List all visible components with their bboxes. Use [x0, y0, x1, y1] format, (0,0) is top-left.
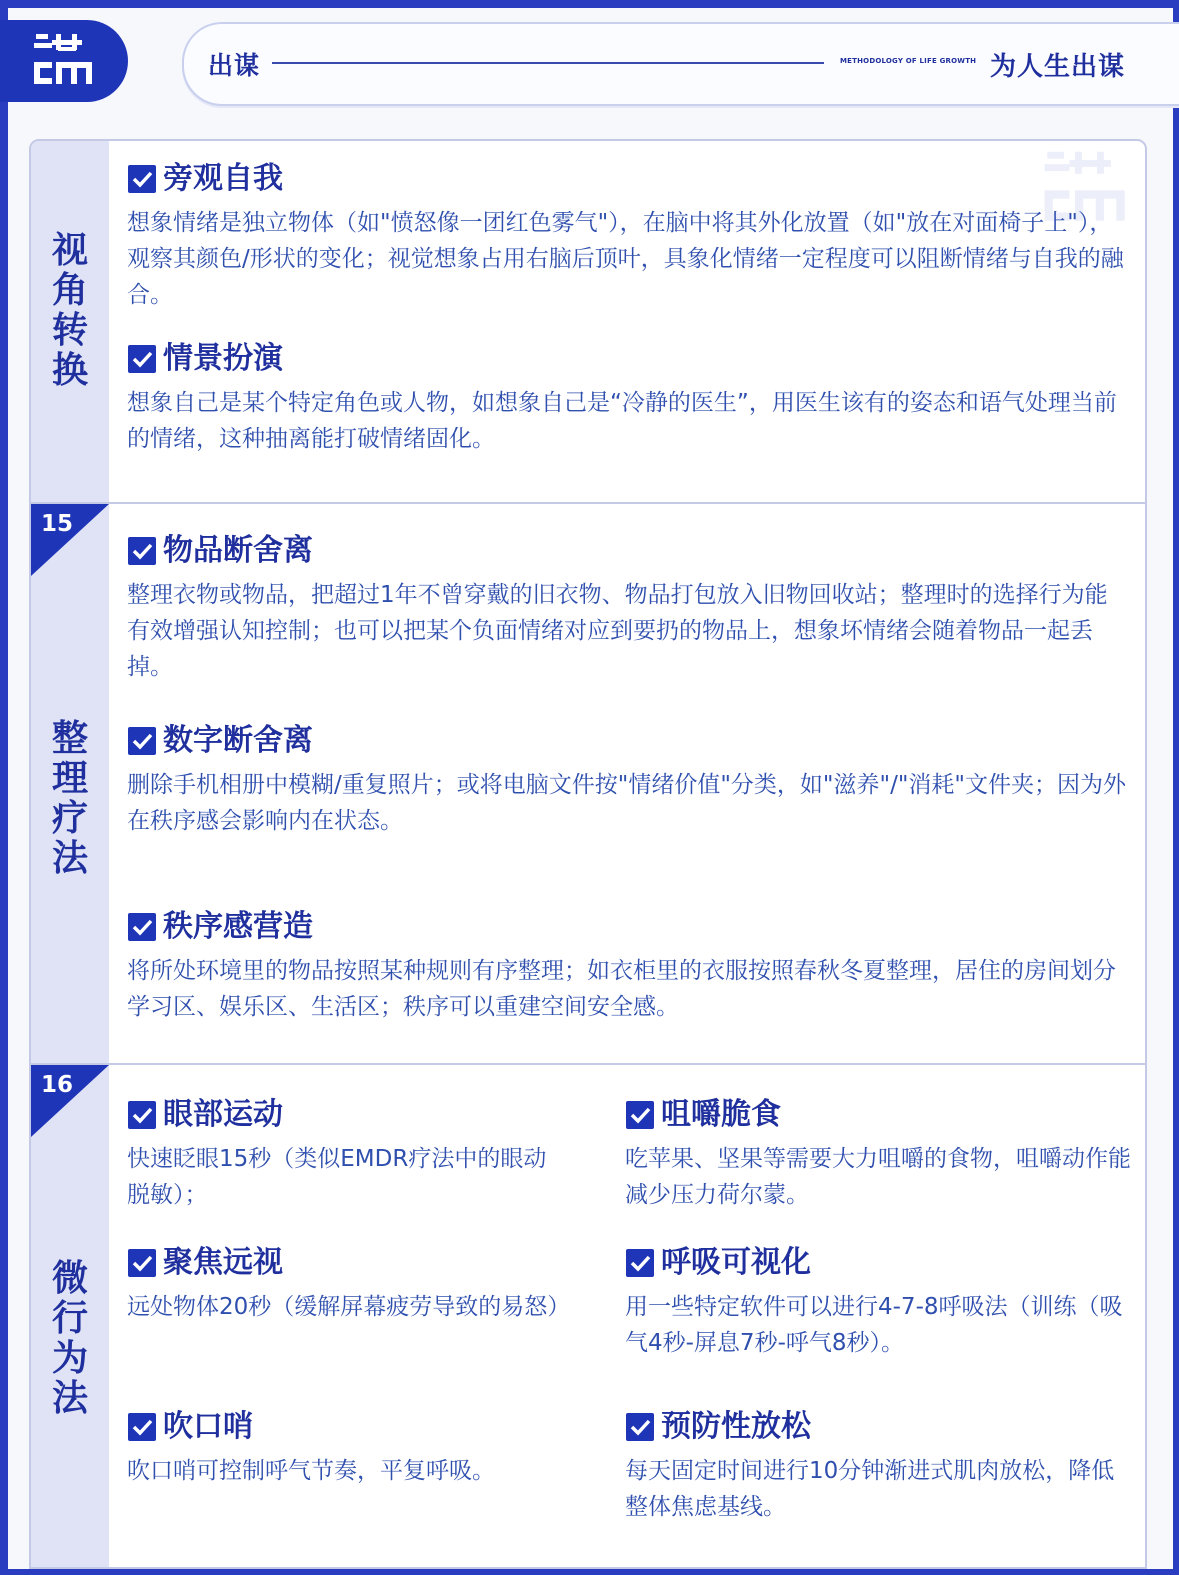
label-char: 角: [51, 270, 88, 311]
label-char: 行: [51, 1298, 88, 1339]
label-char: 为: [51, 1338, 88, 1379]
label-char: 疗: [51, 798, 88, 839]
item-declutter-digital: [127, 723, 1127, 839]
item-title: 预防性放松: [661, 1409, 811, 1444]
header-divider: [272, 62, 824, 64]
item-eye-movement: [127, 1097, 567, 1213]
checkbox-checked-icon: [127, 912, 157, 942]
checkbox-checked-icon: [625, 1412, 655, 1442]
label-char: 法: [51, 1378, 88, 1419]
section-number: 16: [41, 1072, 74, 1098]
label-char: 转: [51, 310, 88, 351]
item-description: 想象情绪是独立物体（如"愤怒像一团红色雾气"），在脑中将其外化放置（如"放在对面椅子上"），观察其颜色/形状的变化；视觉想象占用右脑后顶叶，具象化情绪一定程度可以阻断情绪与自我的融合。: [127, 210, 1124, 308]
item-description: 将所处环境里的物品按照某种规则有序整理；如衣柜里的衣服按照春秋冬夏整理，居住的房间划分学习区、娱乐区、生活区；秩序可以重建空间安全感。: [127, 958, 1116, 1020]
label-char: 理: [51, 758, 88, 799]
item-description: 想象自己是某个特定角色或人物，如想象自己是“冷静的医生”，用医生该有的姿态和语气处理当前的情绪，这种抽离能打破情绪固化。: [127, 390, 1117, 452]
item-breath-visualization: [625, 1245, 1135, 1361]
checkbox-checked-icon: [625, 1248, 655, 1278]
section-label-organize: [31, 719, 109, 879]
item-title: 物品断舍离: [163, 533, 313, 568]
item-title: 吹口哨: [163, 1409, 253, 1444]
brand-logo: [0, 20, 128, 102]
label-char: 整: [51, 718, 88, 759]
section-divider: [31, 502, 1145, 504]
section-label-perspective: [31, 231, 109, 391]
checkbox-checked-icon: [127, 1248, 157, 1278]
checkbox-checked-icon: [127, 164, 157, 194]
label-char: 换: [51, 350, 88, 391]
item-title: 情景扮演: [163, 341, 283, 376]
item-role-play: [127, 341, 1127, 457]
item-title: 数字断舍离: [163, 723, 313, 758]
checkbox-checked-icon: [625, 1100, 655, 1130]
label-char: 视: [51, 230, 88, 271]
item-title: 旁观自我: [163, 161, 283, 196]
checkbox-checked-icon: [127, 726, 157, 756]
logo-icon: [32, 32, 96, 90]
label-char: 微: [51, 1258, 88, 1299]
item-description: 远处物体20秒（缓解屏幕疲劳导致的易怒）: [127, 1294, 571, 1320]
item-title: 咀嚼脆食: [661, 1097, 781, 1132]
checkbox-checked-icon: [127, 344, 157, 374]
brand-slogan: 为人生出谋: [990, 52, 1126, 82]
item-distant-focus: [127, 1245, 571, 1325]
section-number: 15: [41, 511, 74, 537]
item-description: 每天固定时间进行10分钟渐进式肌肉放松，降低整体焦虑基线。: [625, 1458, 1115, 1520]
checkbox-checked-icon: [127, 1412, 157, 1442]
content-card: [29, 139, 1147, 1569]
section-label-micro-behavior: [31, 1259, 109, 1419]
item-observe-self: [127, 161, 1127, 313]
label-char: 法: [51, 838, 88, 879]
item-crunchy-food: [625, 1097, 1135, 1213]
item-preventive-relax: [625, 1409, 1135, 1525]
brand-name-left: 出谋: [208, 51, 261, 80]
item-declutter-objects: [127, 533, 1127, 685]
item-order-building: [127, 909, 1127, 1025]
item-description: 整理衣物或物品，把超过1年不曾穿戴的旧衣物、物品打包放入旧物回收站；整理时的选择行为能有效增强认知控制；也可以把某个负面情绪对应到要扔的物品上，想象坏情绪会随着物品一起丢掉。: [127, 582, 1108, 680]
item-whistle: [127, 1409, 567, 1489]
item-description: 吃苹果、坚果等需要大力咀嚼的食物，咀嚼动作能减少压力荷尔蒙。: [625, 1146, 1131, 1208]
brand-tagline-en: METHODOLOGY OF LIFE GROWTH: [840, 57, 977, 65]
item-title: 聚焦远视: [163, 1245, 283, 1280]
item-title: 眼部运动: [163, 1097, 283, 1132]
item-description: 吹口哨可控制呼气节奏，平复呼吸。: [127, 1458, 495, 1484]
item-title: 呼吸可视化: [661, 1245, 811, 1280]
item-description: 用一些特定软件可以进行4-7-8呼吸法（训练（吸气4秒-屏息7秒-呼气8秒）。: [625, 1294, 1123, 1356]
item-description: 快速眨眼15秒（类似EMDR疗法中的眼动脱敏）；: [127, 1146, 547, 1208]
item-description: 删除手机相册中模糊/重复照片；或将电脑文件按"情绪价值"分类，如"滋养"/"消耗"文件夹；因为外在秩序感会影响内在状态。: [127, 772, 1126, 834]
section-divider: [31, 1063, 1145, 1065]
item-title: 秩序感营造: [163, 909, 313, 944]
checkbox-checked-icon: [127, 536, 157, 566]
checkbox-checked-icon: [127, 1100, 157, 1130]
